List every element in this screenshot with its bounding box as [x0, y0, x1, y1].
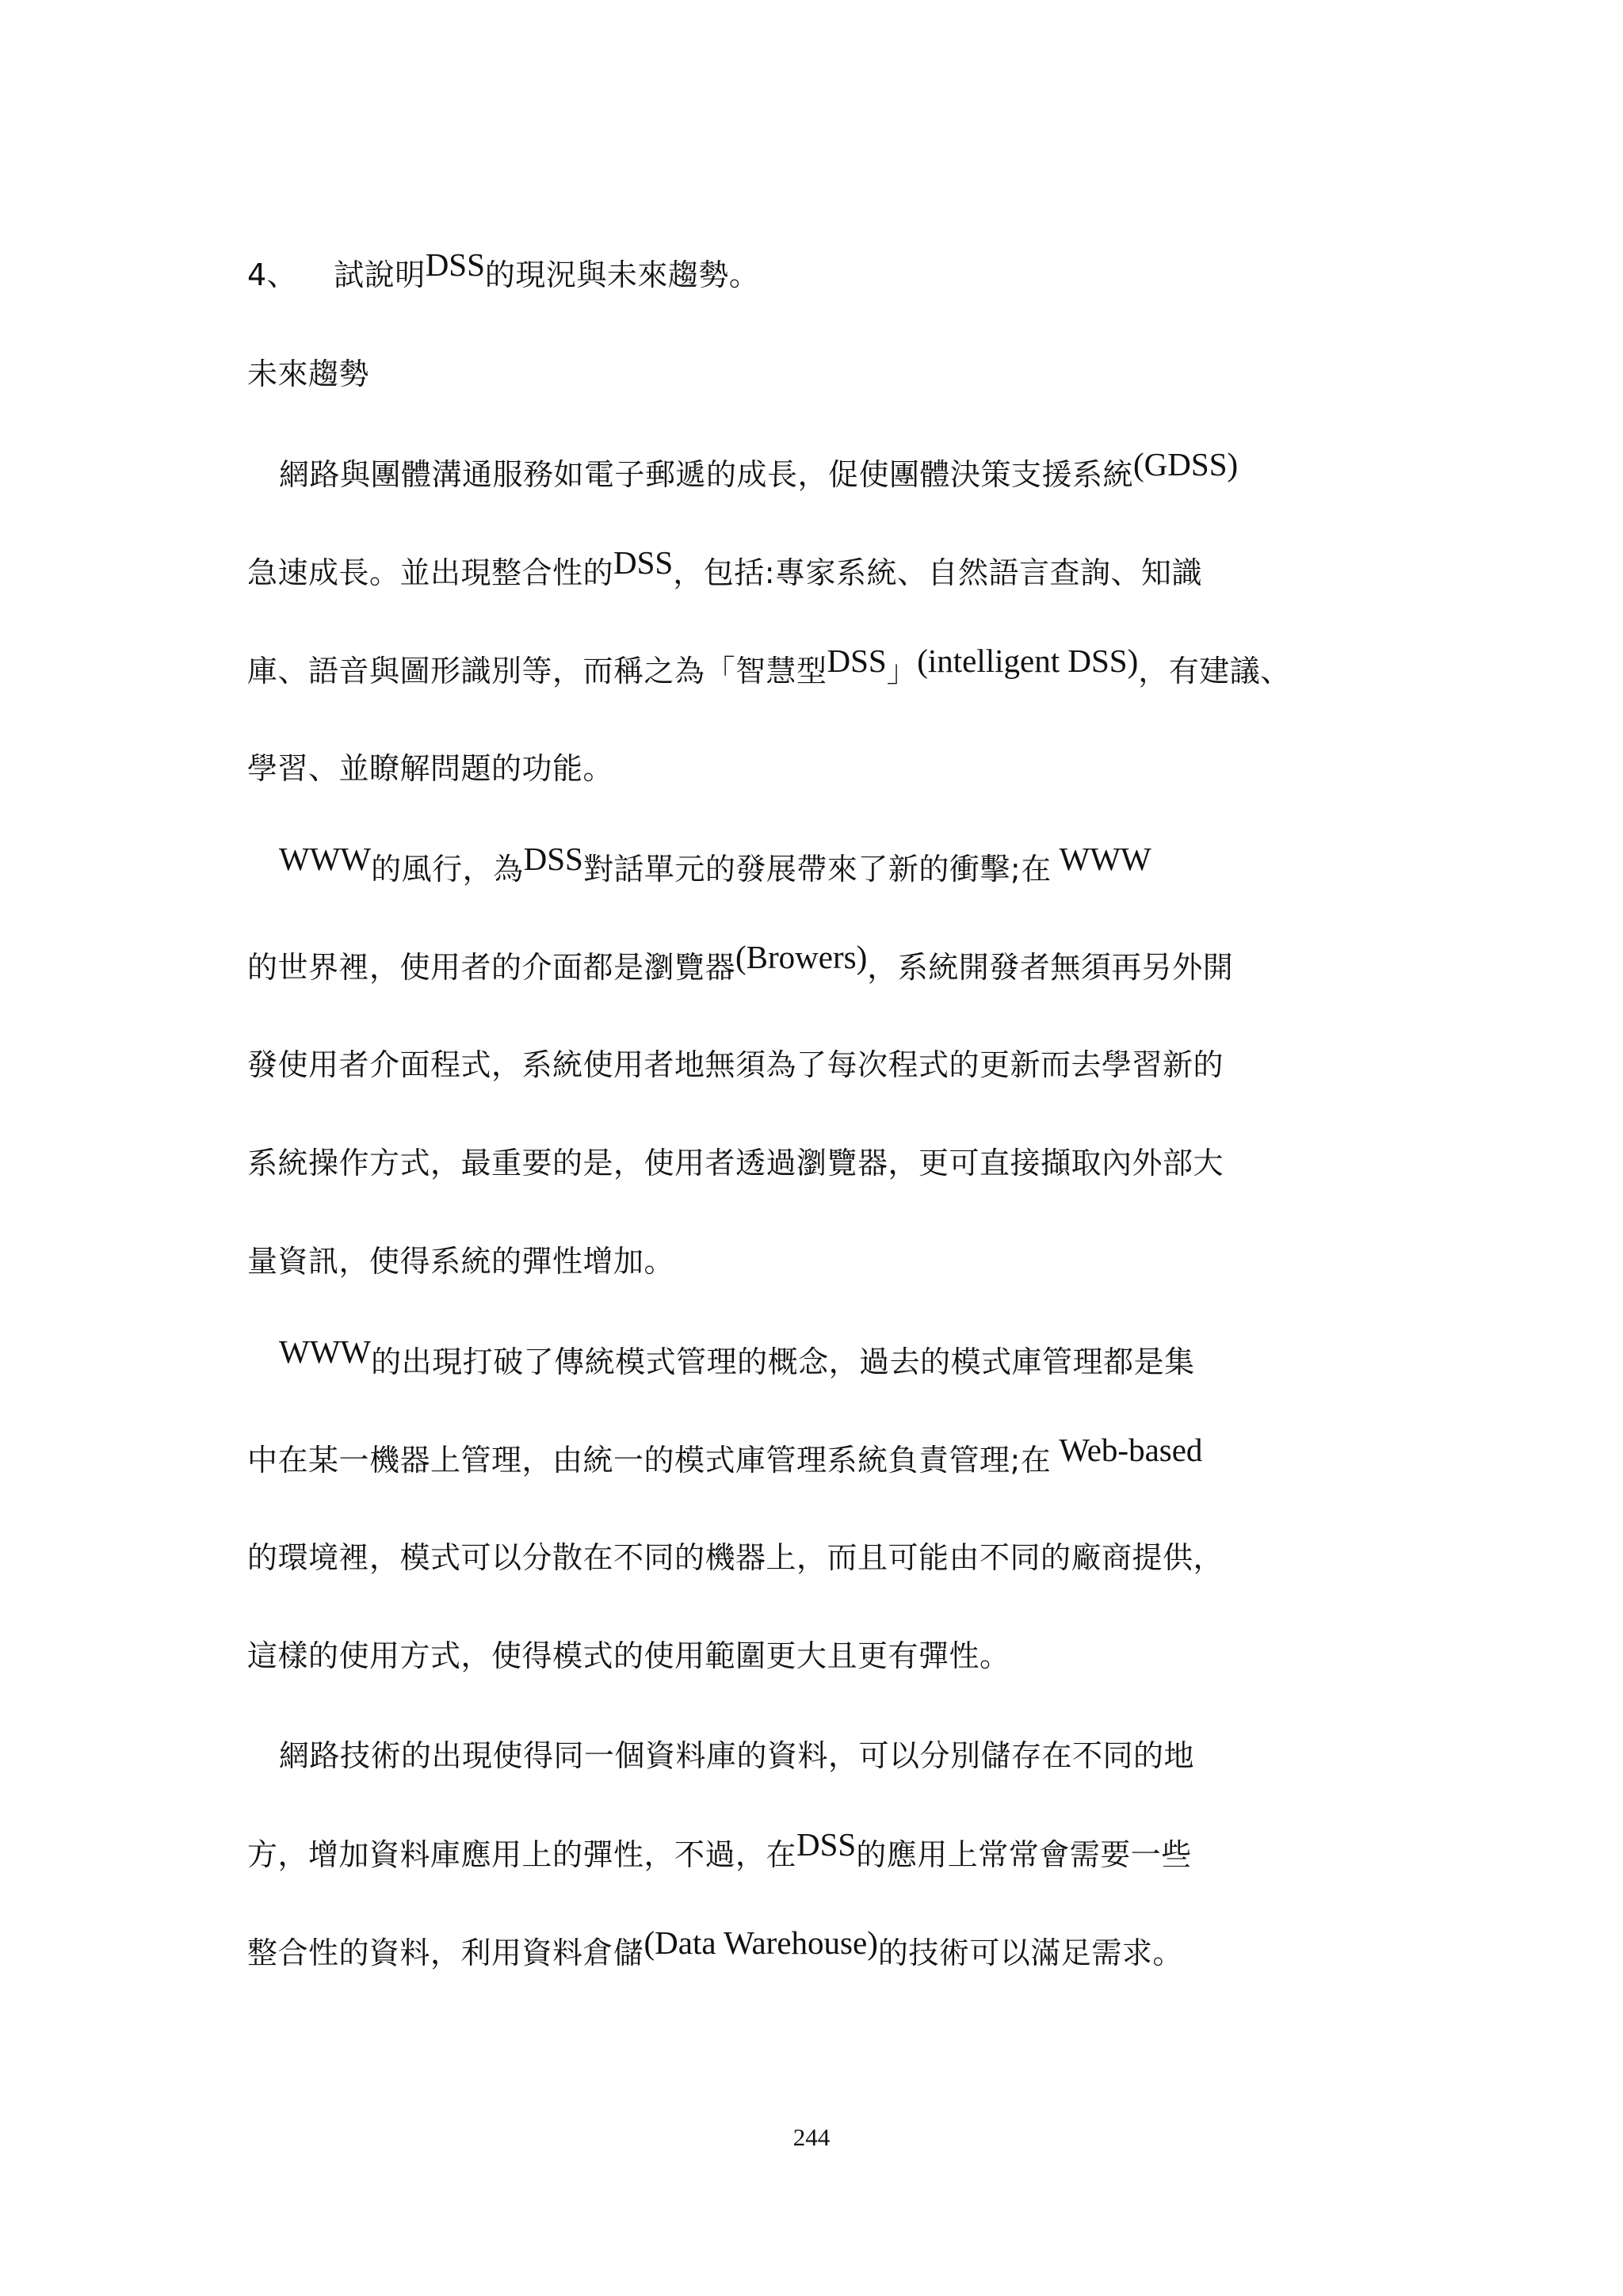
text-run: 急速成長。並出現整合性的 [247, 555, 614, 590]
paragraph-3-line-4 [247, 1635, 1396, 1676]
text-run: ，有建議、 [1138, 654, 1291, 688]
text-run: 發使用者介面程式，系統使用者地無須為了每次程式的更新而去學習新的 [247, 1047, 1224, 1082]
latin-term: WWW [279, 1333, 372, 1370]
paragraph-4-line-2 [247, 1826, 1396, 1875]
question-number: 4、 [247, 257, 298, 292]
text-run: 量資訊，使得系統的彈性增加。 [247, 1244, 675, 1279]
text-run: 的世界裡，使用者的介面都是瀏覽器 [247, 950, 736, 985]
latin-term: DSS [827, 643, 887, 679]
latin-term: (GDSS) [1133, 446, 1239, 482]
latin-term: WWW [279, 841, 372, 877]
section-heading: 未來趨勢 [247, 357, 370, 391]
paragraph-3-line-3 [247, 1537, 1396, 1578]
text-run: 中在某一機器上管理，由統一的模式庫管理系統負責管理;在 [247, 1443, 1052, 1478]
text-run: 庫、語音與圖形識別等，而稱之為「智慧型 [247, 654, 827, 688]
text-run: 方，增加資料庫應用上的彈性，不過，在 [247, 1837, 797, 1872]
text-run: 學習、並瞭解問題的功能。 [247, 751, 614, 786]
text-run: 的環境裡，模式可以分散在不同的機器上，而且可能由不同的廠商提供， [247, 1540, 1224, 1575]
latin-term: (Data Warehouse) [643, 1924, 878, 1961]
latin-term: (Browers) [735, 939, 868, 975]
paragraph-3-line-1 [279, 1333, 1428, 1383]
latin-term: (intelligent DSS) [917, 643, 1139, 679]
paragraph-2-line-4 [247, 1142, 1396, 1184]
text-run: 系統操作方式，最重要的是，使用者透過瀏覽器，更可直接擷取內外部大 [247, 1146, 1224, 1180]
paragraph-2-line-1 [279, 841, 1428, 890]
text-run: 的出現打破了傳統模式管理的概念，過去的模式庫管理都是集 [371, 1344, 1195, 1379]
text-run: 網路與團體溝通服務如電子郵遞的成長，促使團體決策支援系統 [279, 457, 1134, 492]
text-run: 」 [886, 654, 918, 688]
question-term: DSS [425, 246, 485, 283]
text-run: 這樣的使用方式，使得模式的使用範圍更大且更有彈性。 [247, 1638, 1010, 1673]
text-run: 的技術可以滿足需求。 [877, 1936, 1183, 1970]
paragraph-1-line-3 [247, 643, 1396, 692]
question-heading [247, 246, 1396, 296]
question-prefix: 試說明 [334, 257, 426, 292]
latin-term: DSS [796, 1826, 857, 1863]
latin-term: Web-based [1059, 1432, 1203, 1468]
paragraph-2-line-5 [247, 1241, 1396, 1282]
paragraph-3-line-2 [247, 1432, 1396, 1481]
paragraph-1-line-2 [247, 544, 1396, 593]
paragraph-2-line-2 [247, 939, 1396, 988]
latin-term: DSS [523, 841, 583, 877]
paragraph-1-line-1 [279, 446, 1428, 495]
text-run: 整合性的資料，利用資料倉儲 [247, 1936, 644, 1970]
paragraph-1-line-4 [247, 748, 1396, 789]
paragraph-2-line-3 [247, 1044, 1396, 1085]
latin-term: WWW [1059, 841, 1151, 877]
text-run: ，系統開發者無須再另外開 [867, 950, 1234, 985]
text-run: 網路技術的出現使得同一個資料庫的資料，可以分別儲存在不同的地 [279, 1738, 1195, 1773]
paragraph-4-line-3 [247, 1924, 1396, 1974]
text-run: 的風行，為 [371, 852, 524, 887]
text-run: 的應用上常常會需要一些 [856, 1837, 1192, 1872]
text-run: 對話單元的發展帶來了新的衝擊;在 [582, 852, 1052, 887]
paragraph-4-line-1 [279, 1735, 1428, 1776]
question-suffix: 的現況與未來趨勢。 [484, 257, 760, 292]
latin-term: DSS [613, 544, 674, 581]
page-number: 244 [792, 2123, 831, 2151]
text-run: ，包括:專家系統、自然語言查詢、知識 [673, 555, 1203, 590]
